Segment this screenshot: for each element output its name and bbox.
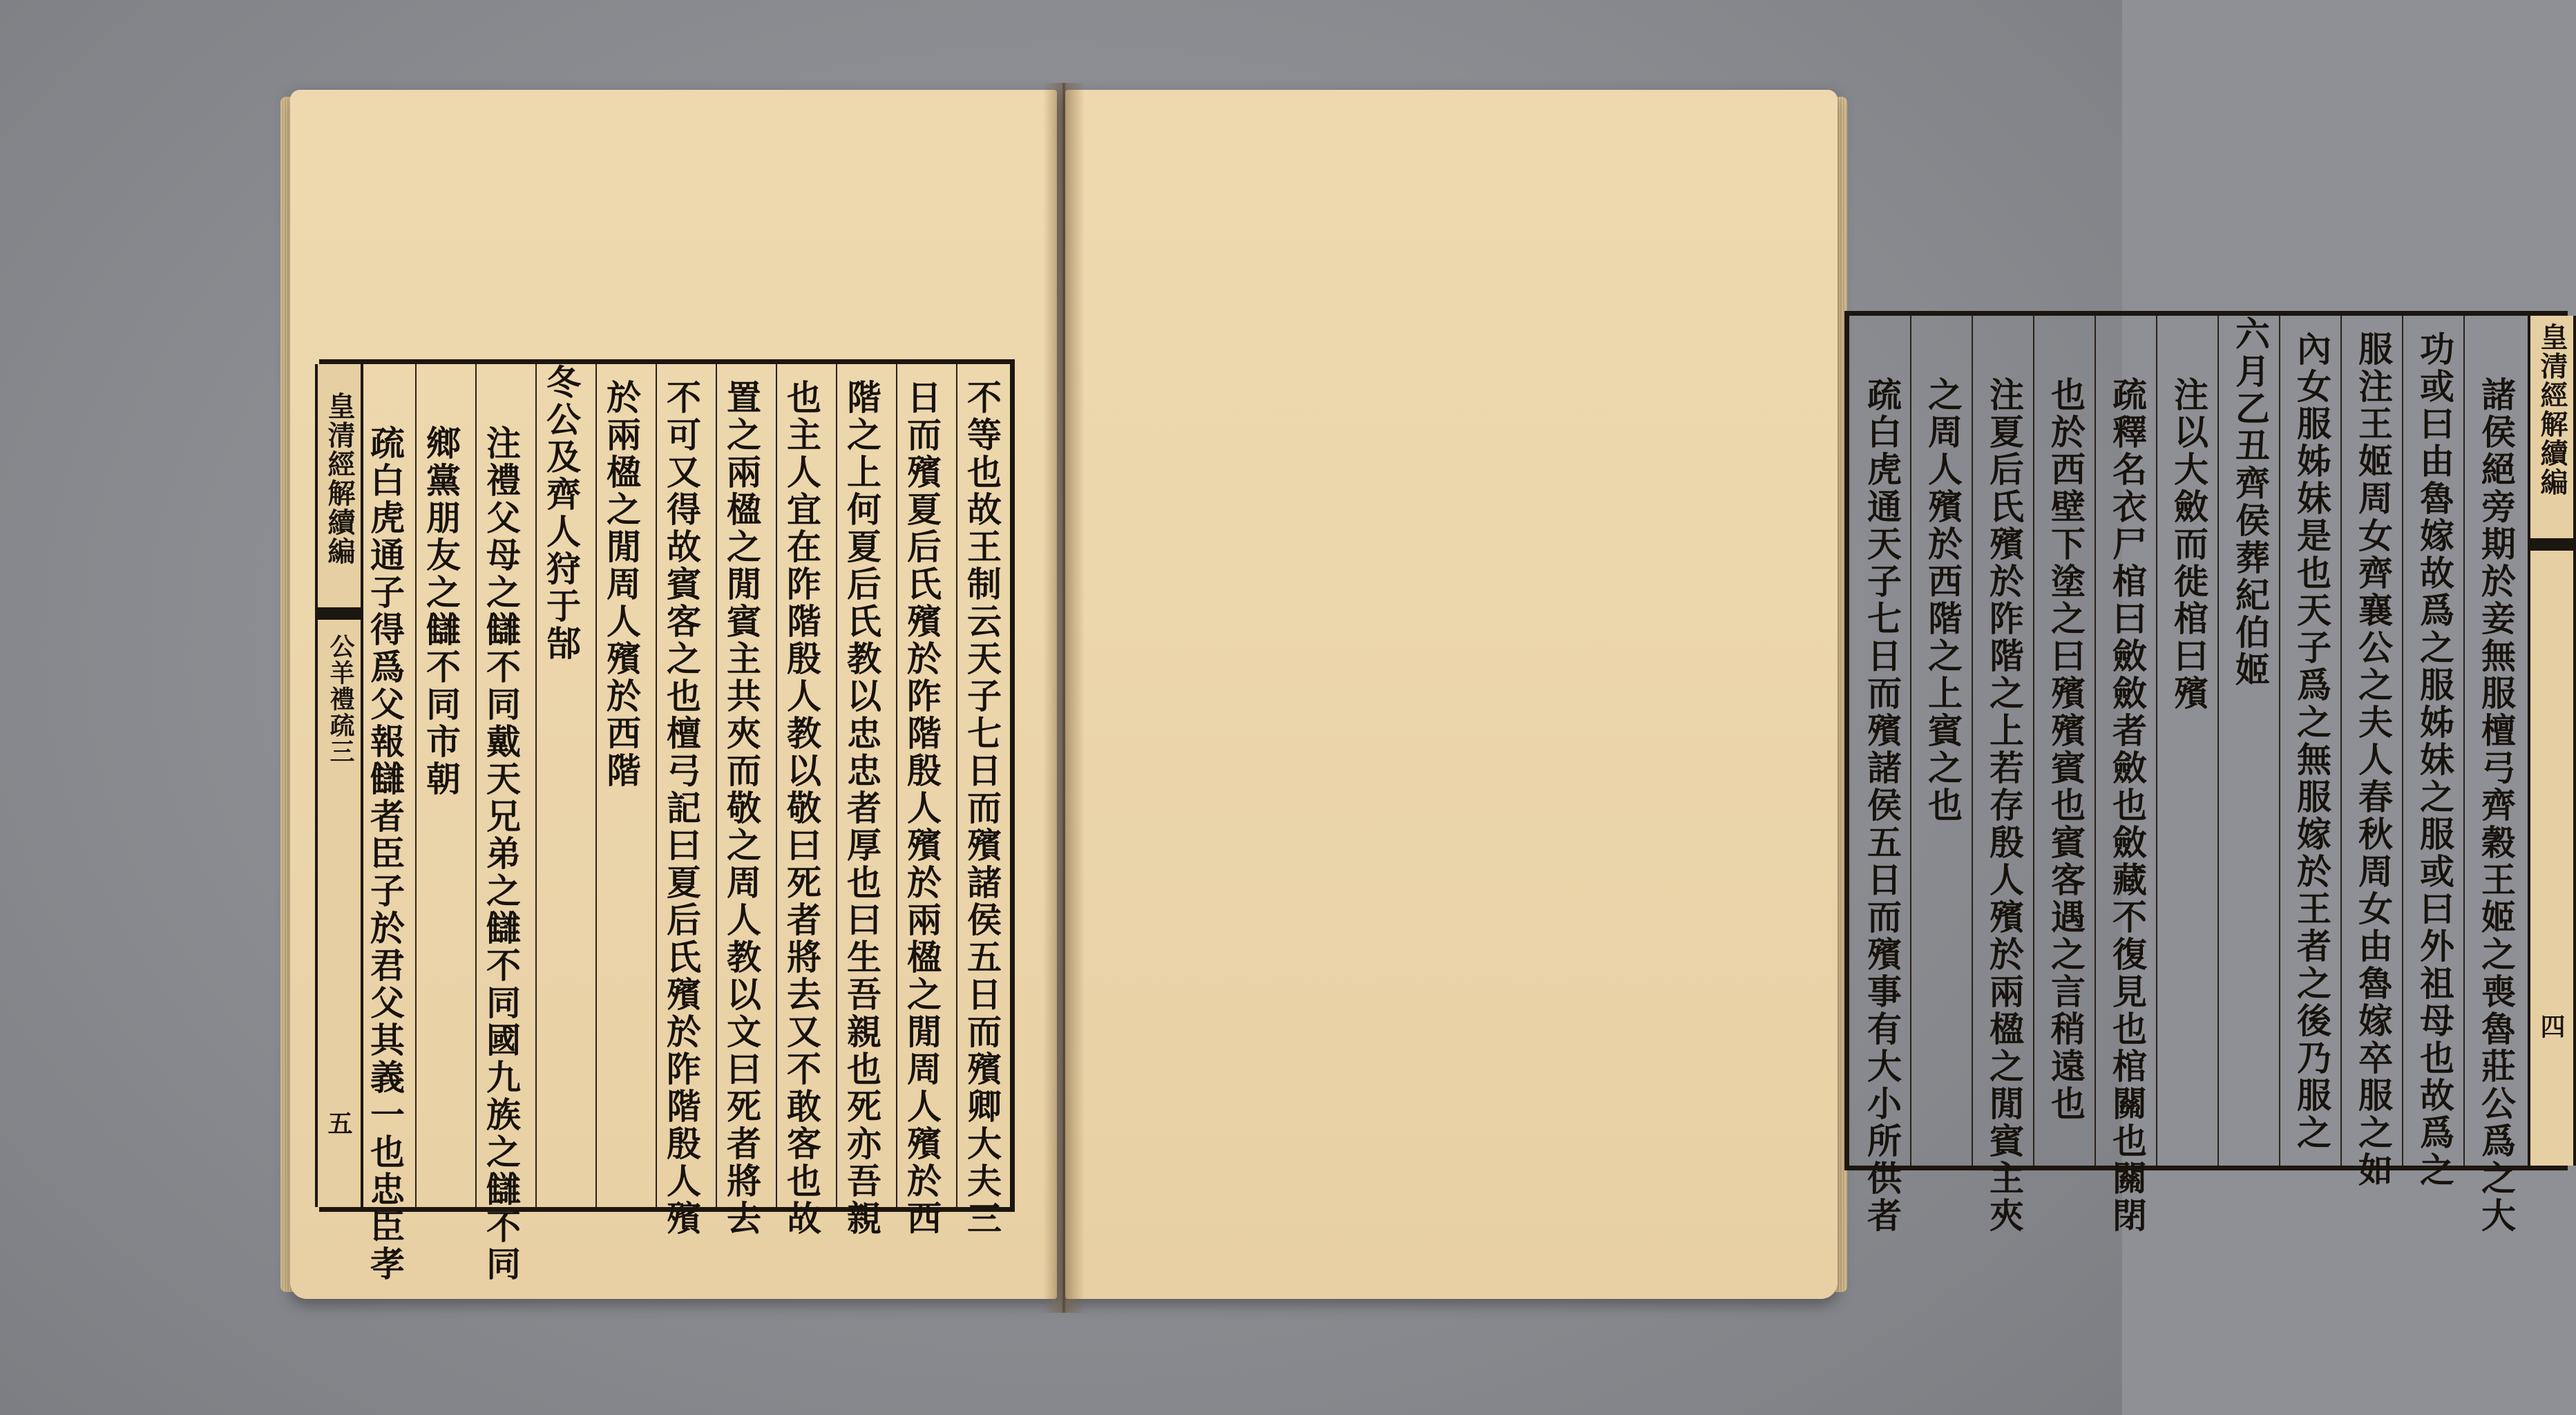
- text-column-5: 置之兩楹之閒賓主共夾而敬之周人教以文曰死者將去: [721, 379, 762, 1237]
- right-fishtail-mark: [2530, 538, 2573, 551]
- right-text-frame: [1844, 311, 2568, 1235]
- book-gutter-shadow: [1043, 83, 1085, 1313]
- text-column-9: 注禮父母之讎不同戴天兄弟之讎不同國九族之讎不同: [481, 425, 522, 1283]
- text-column-7: 疏釋名衣尸棺曰斂斂者斂也斂藏不復見也棺關也關閉: [2107, 377, 2148, 1235]
- right-margin-strip: [2528, 316, 2576, 1166]
- right-page: [1065, 90, 2568, 1299]
- column-rule: [1910, 316, 1911, 1166]
- text-column-6: 不可又得故賓客之也檀弓記曰夏后氏殯於阼階殷人殯: [661, 379, 702, 1237]
- text-column-8: 冬公及齊人狩于郜: [541, 364, 582, 663]
- text-column-4: 也主人宜在阼階殷人教以敬曰死者將去又不敢客也故: [781, 379, 822, 1237]
- column-rule: [2095, 316, 2096, 1166]
- right-margin-title: 皇清經解續編: [2536, 323, 2568, 497]
- text-column-2: 功或曰由魯嫁故爲之服姊妹之服或曰外祖母也故爲之: [2414, 331, 2455, 1189]
- left-text-frame: [319, 359, 1015, 1283]
- open-book: [290, 76, 2568, 1320]
- column-rule: [2463, 316, 2465, 1166]
- text-column-6: 注以大斂而徙棺曰殯: [2168, 377, 2209, 712]
- text-column-10: 鄉黨朋友之讎不同市朝: [421, 425, 461, 798]
- right-margin-folio: 四: [2537, 1014, 2566, 1038]
- column-rule: [2033, 316, 2034, 1166]
- left-page: [290, 90, 1057, 1299]
- text-column-3: 階之上何夏后氏教以忠忠者厚也曰生吾親也死亦吾親: [841, 379, 882, 1237]
- column-rule: [2402, 316, 2403, 1166]
- left-margin-strip: [315, 364, 363, 1207]
- column-rule: [2156, 316, 2157, 1166]
- text-column-4: 內女服姊妹是也天子爲之無服嫁於王者之後乃服之: [2291, 331, 2332, 1152]
- column-rule: [2217, 316, 2219, 1166]
- column-rule: [1972, 316, 1973, 1166]
- text-column-11: 疏白虎通子得爲父報讎者臣子於君父其義一也忠臣孝: [365, 425, 406, 1283]
- column-rule: [2279, 316, 2280, 1166]
- text-column-1: 不等也故王制云天子七日而殯諸侯五日而殯卿大夫三: [962, 379, 1002, 1237]
- text-column-1: 諸侯絕旁期於妾無服檀弓齊穀王姬之喪魯莊公爲之大: [2476, 377, 2517, 1235]
- left-margin-title: 皇清經解續編: [323, 392, 356, 566]
- left-margin-subtitle: 公羊禮疏三: [326, 634, 355, 765]
- column-rule: [2340, 316, 2342, 1166]
- text-column-10: 之周人殯於西階之上賓之也: [1923, 377, 1963, 824]
- text-column-2: 日而殯夏后氏殯於阼階殷人殯於兩楹之閒周人殯於西: [901, 379, 942, 1237]
- text-column-9: 注夏后氏殯於阼階之上若存殷人殯於兩楹之閒賓主夾: [1984, 377, 2025, 1235]
- left-margin-folio: 五: [324, 1110, 353, 1135]
- left-fishtail-mark: [318, 607, 361, 620]
- text-column-5: 六月乙丑齊侯葬紀伯姬: [2230, 316, 2271, 689]
- text-column-7: 於兩楹之閒周人殯於西階: [601, 379, 642, 790]
- text-column-8: 也於西壁下塗之曰殯殯賓也賓客遇之言稍遠也: [2045, 377, 2086, 1123]
- text-column-3: 服注王姬周女齊襄公之夫人春秋周女由魯嫁卒服之如: [2353, 331, 2394, 1189]
- text-column-11: 疏白虎通天子七日而殯諸侯五日而殯事有大小所供者: [1862, 377, 1902, 1235]
